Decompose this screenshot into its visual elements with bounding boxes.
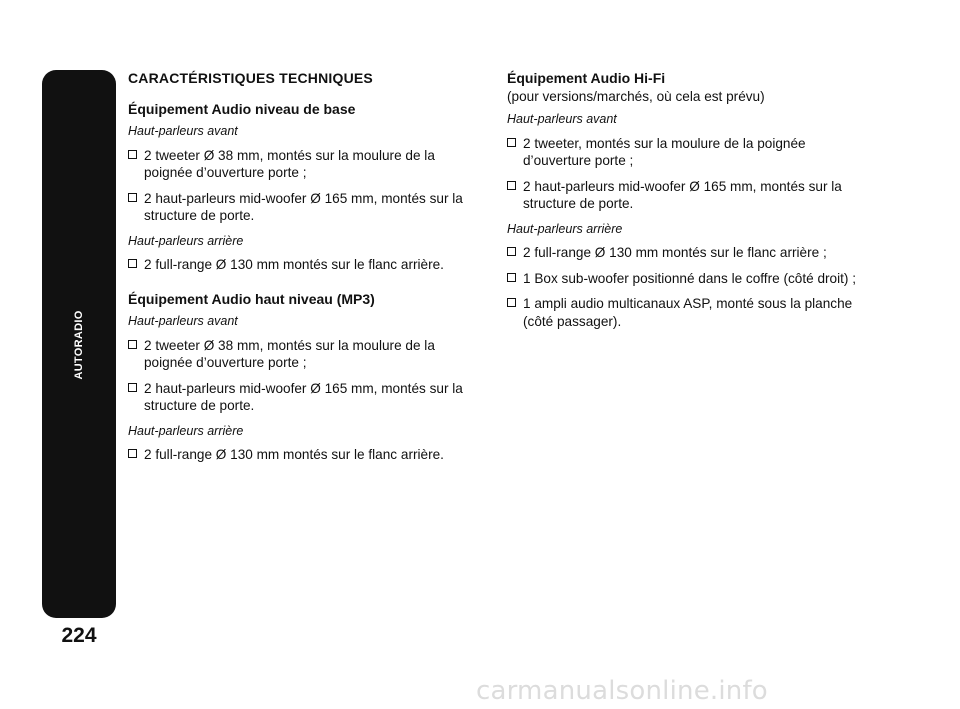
list-item (128, 380, 473, 415)
section-subheading: (pour versions/marchés, où cela est prévu) (507, 88, 765, 104)
list-item (128, 190, 473, 225)
list-item-text: 2 tweeter, montés sur la moulure de la poignée d’ouverture porte ; (523, 135, 806, 168)
list-item (128, 256, 473, 274)
list-item (128, 147, 473, 182)
section-heading: Équipement Audio niveau de base (128, 100, 356, 117)
checkbox-bullet-icon (128, 259, 137, 268)
list-item-text: 2 full-range Ø 130 mm montés sur le flanc arrière. (144, 257, 444, 272)
page-title: CARACTÉRISTIQUES TECHNIQUES (128, 70, 373, 86)
section-label: AUTORADIO (73, 310, 85, 380)
category-label: Haut-parleurs arrière (128, 423, 244, 438)
list-item (128, 337, 473, 372)
list-item (507, 135, 862, 170)
list-item-text: 2 haut-parleurs mid-woofer Ø 165 mm, montés sur la structure de porte. (144, 190, 463, 223)
list-item (507, 244, 862, 262)
right-column (507, 70, 862, 338)
section-heading: Équipement Audio haut niveau (MP3) (128, 290, 375, 307)
checkbox-bullet-icon (507, 247, 516, 256)
category-label: Haut-parleurs avant (507, 112, 617, 126)
page-number: 224 (61, 624, 97, 647)
list-item-text: 2 full-range Ø 130 mm montés sur le flanc arrière. (144, 447, 444, 462)
checkbox-bullet-icon (507, 138, 516, 147)
list-item-text: 2 tweeter Ø 38 mm, montés sur la moulure de la poignée d’ouverture porte ; (144, 147, 435, 180)
category-label: Haut-parleurs arrière (128, 233, 244, 248)
checkbox-bullet-icon (128, 150, 137, 159)
list-item (507, 295, 862, 330)
category-label: Haut-parleurs avant (128, 124, 238, 138)
list-item (507, 178, 862, 213)
list-item-text: 1 ampli audio multicanaux ASP, monté sous la planche (côté passager). (523, 296, 853, 329)
left-column (128, 70, 473, 472)
category-label: Haut-parleurs arrière (507, 221, 623, 236)
list-item-text: 2 full-range Ø 130 mm montés sur le flanc arrière ; (523, 245, 827, 260)
list-item (128, 446, 473, 464)
checkbox-bullet-icon (128, 449, 137, 458)
checkbox-bullet-icon (507, 181, 516, 190)
category-label: Haut-parleurs avant (128, 314, 238, 328)
checkbox-bullet-icon (128, 383, 137, 392)
list-item-text: 2 haut-parleurs mid-woofer Ø 165 mm, montés sur la structure de porte. (144, 380, 463, 413)
list-item (507, 270, 862, 288)
checkbox-bullet-icon (128, 193, 137, 202)
watermark: carmanualsonline.info (476, 676, 768, 706)
checkbox-bullet-icon (507, 273, 516, 282)
list-item-text: 1 Box sub-woofer positionné dans le coffre (côté droit) ; (523, 270, 856, 286)
section-heading: Équipement Audio Hi-Fi (507, 70, 666, 86)
list-item-text: 2 tweeter Ø 38 mm, montés sur la moulure de la poignée d’ouverture porte ; (144, 337, 435, 370)
checkbox-bullet-icon (128, 340, 137, 349)
list-item-text: 2 haut-parleurs mid-woofer Ø 165 mm, montés sur la structure de porte. (523, 178, 842, 211)
checkbox-bullet-icon (507, 298, 516, 307)
